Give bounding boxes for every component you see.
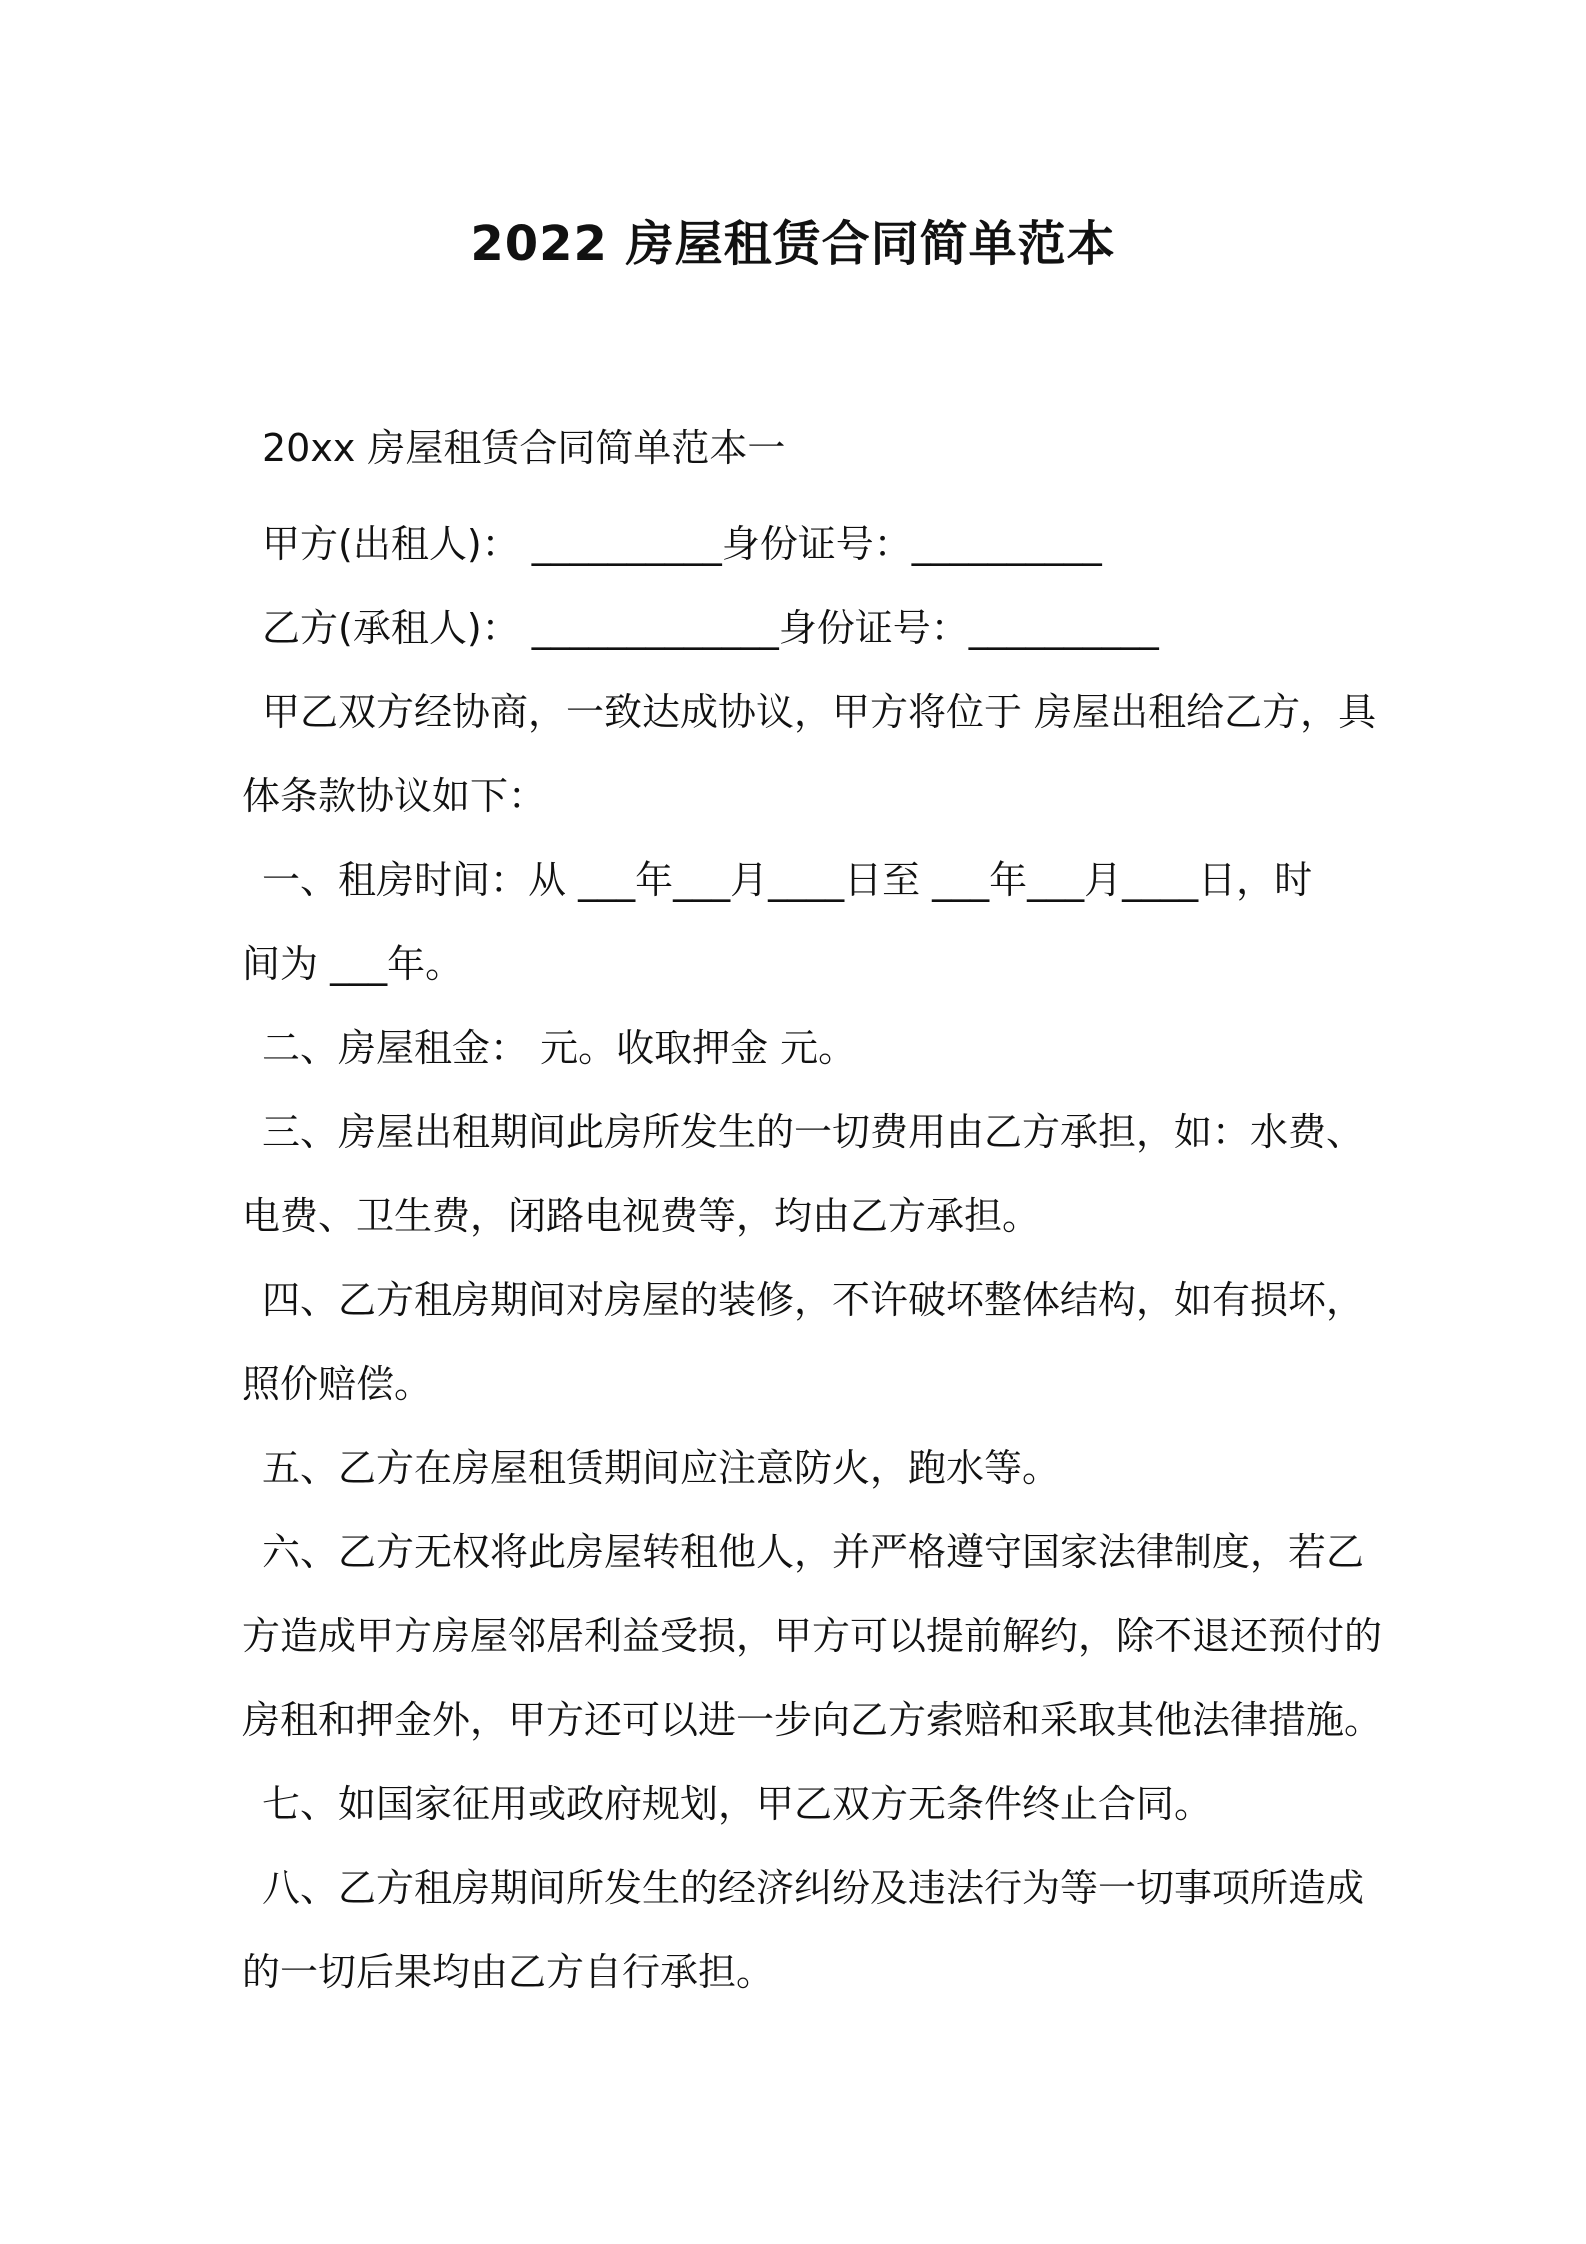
paragraph-line: 甲乙双方经协商，一致达成协议，甲方将位于 房屋出租给乙方，具 [262, 690, 1377, 734]
clause-line: 二、房屋租金： 元。收取押金 元。 [262, 1026, 857, 1070]
document-body [242, 406, 1383, 2014]
paragraph-line: 体条款协议如下： [242, 774, 547, 818]
clause-line: 六、乙方无权将此房屋转租他人，并严格遵守国家法律制度，若乙 [262, 1530, 1365, 1574]
clause-line: 间为 ___年。 [242, 942, 464, 986]
clause-line: 五、乙方在房屋租赁期间应注意防火，跑水等。 [262, 1446, 1061, 1490]
party-b-line: 乙方(承租人)： _____________身份证号：__________ [262, 606, 1159, 650]
section-title: 20xx 房屋租赁合同简单范本一 [262, 426, 786, 470]
clause-line: 房租和押金外，甲方还可以进一步向乙方索赔和采取其他法律措施。 [242, 1698, 1383, 1742]
clause-line: 电费、卫生费，闭路电视费等，均由乙方承担。 [242, 1194, 1041, 1238]
clause-line: 四、乙方租房期间对房屋的装修，不许破坏整体结构，如有损坏， [262, 1278, 1365, 1322]
clause-line: 一、租房时间：从 ___年___月____日至 ___年___月____日，时 [262, 858, 1313, 902]
clause-line: 的一切后果均由乙方自行承担。 [242, 1950, 775, 1994]
clause-line: 七、如国家征用或政府规划，甲乙双方无条件终止合同。 [262, 1782, 1213, 1826]
clause-line: 八、乙方租房期间所发生的经济纠纷及违法行为等一切事项所造成 [262, 1866, 1365, 1910]
clause-line: 方造成甲方房屋邻居利益受损，甲方可以提前解约，除不退还预付的 [242, 1614, 1383, 1658]
document-title: 2022 房屋租赁合同简单范本 [470, 216, 1116, 272]
clause-line: 三、房屋出租期间此房所发生的一切费用由乙方承担，如：水费、 [262, 1110, 1365, 1154]
party-a-line: 甲方(出租人)： __________身份证号：__________ [262, 522, 1102, 566]
clause-line: 照价赔偿。 [242, 1362, 433, 1406]
